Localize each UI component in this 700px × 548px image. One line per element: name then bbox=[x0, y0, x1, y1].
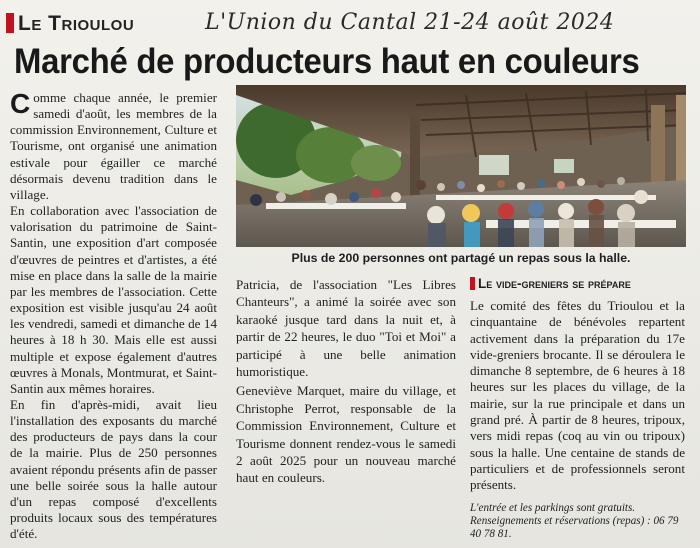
intro-paragraph bbox=[10, 90, 217, 203]
photo-caption: Plus de 200 personnes ont partagé un repas sous la halle. bbox=[291, 251, 631, 265]
market-photo bbox=[236, 85, 686, 247]
section-tag-text: Le Trioulou bbox=[18, 12, 135, 35]
exhibition-paragraph: En collaboration avec l'association de valorisation du patrimoine de Saint-Santin, une exposition d'art composée d'œuvres de peintres et d'artistes, a été mise en place dans la salle de la mairie par les membres de l'association. Cette exposition est visible jusqu'au 24 août les vendredi, samedi et dimanche de 14 heures à 18 h 30. Mais elle est aussi multiple et expose également d'autres œuvres à Monals, Montmurat, et Saint-Santin aux mêmes horaires. bbox=[10, 203, 217, 396]
article-column-2 bbox=[236, 276, 456, 489]
subheading bbox=[470, 276, 685, 292]
subheading-red-bar bbox=[470, 277, 475, 290]
intro-text: omme chaque année, le premier samedi d'août, les membres de la commission Environnement, Culture et Tourisme, ont organisé une animation estivale pour égailler ce marché désormais devenu tradition dans le village. bbox=[10, 90, 217, 202]
article-column-3 bbox=[470, 276, 685, 541]
section-tag bbox=[6, 12, 134, 36]
photo-illustration bbox=[236, 85, 686, 247]
article-column-1 bbox=[10, 90, 217, 542]
subheading-text: Le vide-greniers se prépare bbox=[478, 276, 631, 291]
handwritten-source-note: L'Union du Cantal 21-24 août 2024 bbox=[205, 10, 615, 35]
flea-market-paragraph: Le comité des fêtes du Trioulou et la cinquantaine de bénévoles repartent activement dans la préparation du 17e vide-greniers brocante. Il se déroulera le dimanche 8 septembre, de 6 heures à 18 heures sur les places du village, de la mairie, sur la rue principale et dans un grand pré. À partir de 8 heures, tripoux, vers midi repas (coq au vin ou tripoux) sous la halle. Une centaine de stands de particuliers et de professionnels seront présents. bbox=[470, 298, 685, 493]
info-note-entry: L'entrée et les parkings sont gratuits. bbox=[470, 501, 636, 514]
info-note-contact: Renseignements et réservations (repas) : 06 79 40 78 81. bbox=[470, 514, 679, 540]
headline: Marché de producteurs haut en couleurs bbox=[14, 42, 640, 81]
drop-cap: C bbox=[10, 88, 31, 119]
karaoke-paragraph: Patricia, de l'association "Les Libres Chanteurs", a animé la soirée avec son karaoké jusque tard dans la nuit et, à partir de 22 heures, le duo "Toi et Moi" a participé à une belle animation humoristique. bbox=[236, 277, 456, 380]
section-red-bar bbox=[6, 13, 14, 33]
market-paragraph: En fin d'après-midi, avait lieu l'installation des exposants du marché des producteurs de pays dans la cour de la mairie. Plus de 250 personnes avaient répondu présents afin de passer une belle soirée sous la halle autour d'un repas composé d'excellents produits locaux sous des températures d'été. bbox=[10, 396, 217, 542]
info-note bbox=[470, 502, 685, 541]
next-market-paragraph: Geneviève Marquet, maire du village, et Christophe Perrot, responsable de la Commission Environnement, Culture et Tourisme donnent rendez-vous le samedi 2 août 2025 pour un nouveau marché haut en couleurs. bbox=[236, 383, 456, 486]
